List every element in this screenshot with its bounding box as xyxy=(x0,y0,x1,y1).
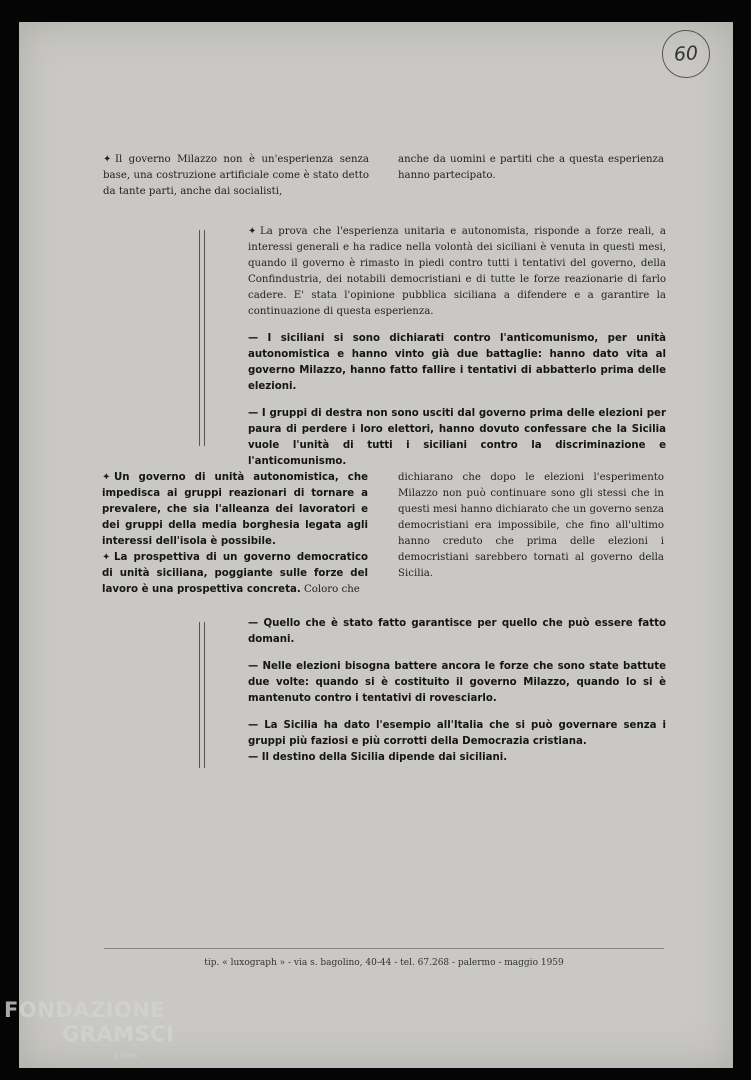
fondazione-gramsci-watermark xyxy=(4,998,174,1068)
section2-vertical-rule xyxy=(199,230,205,446)
section4-vertical-rule xyxy=(199,622,205,768)
printer-footer: tip. « luxograph » - via s. bagolino, 40-44 - tel. 67.268 - palermo - maggio 1959 xyxy=(204,958,564,968)
star-bullet-icon: ✦ xyxy=(248,226,257,237)
section2-paragraph-1: ✦ La prova che l'esperienza unitaria e autonomista, risponde a forze reali, a interessi generali e ha radice nella volontà dei siciliani è venuta in questi mesi, quando il governo è rimasto in piedi contro tutti i tentativi del governo, della Confindustria, dei notabili democristiani e di tutte le forze reazionarie di farlo cadere. E' stata l'opinione pubblica siciliana a difendere e a garantire la continuazione di questa esperienza. xyxy=(248,226,666,317)
section3-col2: dichiarano che dopo le elezioni l'esperimento Milazzo non può continuare sono gli stessi che in questi mesi hanno dichiarato che un governo senza democristiani era impossibile, che fino all'ultimo hanno creduto che prima delle elezioni i democristiani sarebbero tornati al governo della Sicilia. xyxy=(398,472,664,579)
section4-paragraph-3: — La Sicilia ha dato l'esempio all'Italia che si può governare senza i gruppi più faziosi e più corrotti della Democrazia cristiana. xyxy=(248,720,666,747)
watermark-line-2: GRAMSCI xyxy=(62,1022,175,1046)
watermark-line-3: onlus xyxy=(114,1051,138,1060)
star-bullet-icon: ✦ xyxy=(102,552,111,563)
section3-col1 xyxy=(102,470,368,598)
section4-block xyxy=(248,616,666,766)
section2-paragraph-2: — I siciliani si sono dichiarati contro l'anticomunismo, per unità autonomistica e hanno vinto già due battaglie: hanno dato vita al governo Milazzo, hanno fatto fallire i tentativi di abbatterlo prima delle elezioni. xyxy=(248,333,666,392)
section2-block xyxy=(248,224,666,470)
section2-paragraph-3: — I gruppi di destra non sono usciti dal governo prima delle elezioni per paura di perdere i loro elettori, hanno dovuto confessare che la Sicilia vuole l'unità di tutti i siciliani contro la discriminazione e l'anticomunismo. xyxy=(248,408,666,467)
section3-col1-paragraph-2: ✦ La prospettiva di un governo democratico di unità siciliana, poggiante sulle forze del lavoro è una prospettiva concreta. Coloro che xyxy=(102,552,368,595)
watermark-line-1: FONDAZIONE xyxy=(4,998,166,1022)
page-number: 60 xyxy=(660,28,711,79)
star-bullet-icon: ✦ xyxy=(102,472,111,483)
footer-divider xyxy=(104,948,664,949)
section4-paragraph-1: — Quello che è stato fatto garantisce per quello che può essere fatto domani. xyxy=(248,618,666,645)
star-bullet-icon: ✦ xyxy=(103,154,112,165)
section4-paragraph-2: — Nelle elezioni bisogna battere ancora le forze che sono state battute due volte: quando si è costituito il governo Milazzo, quando lo si è mantenuto contro i tentativi di rovesciarlo. xyxy=(248,661,666,704)
section4-paragraph-4: — Il destino della Sicilia dipende dai siciliani. xyxy=(248,752,508,763)
section3-col1-paragraph-1: ✦ Un governo di unità autonomistica, che impedisca ai gruppi reazionari di tornare a prevalere, che sia l'alleanza dei lavoratori e dei gruppi della media borghesia legata agli interessi dell'isola è possibile. xyxy=(102,472,368,547)
section1-col1: ✦ Il governo Milazzo non è un'esperienza senza base, una costruzione artificiale come è stato detto da tante parti, anche dai socialisti, xyxy=(103,154,369,197)
section1-col2: anche da uomini e partiti che a questa esperienza hanno partecipato. xyxy=(398,154,664,181)
